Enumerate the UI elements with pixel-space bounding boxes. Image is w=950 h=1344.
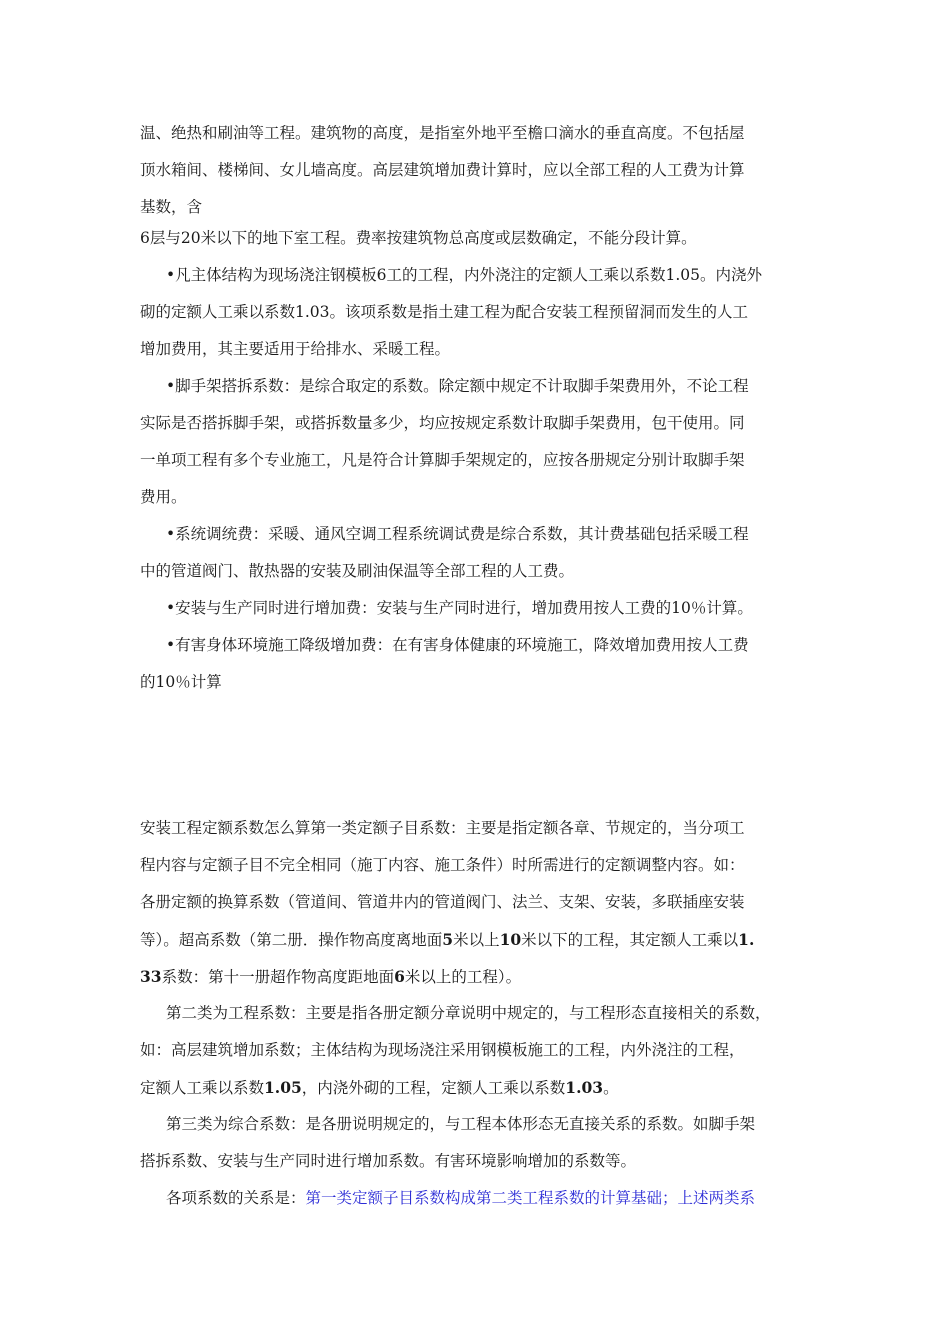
text-line xyxy=(140,995,830,1032)
text-line: •安装与生产同时进行增加费：安装与生产同时进行，增加费用按人工费的10％计算。 xyxy=(166,599,753,617)
text-run: 各项系数的关系是： xyxy=(166,1189,306,1207)
text-run: 程内容与定额子目不完全相同（施丁内容、施工条件）时所需进行的定额调整内容。如： xyxy=(140,856,745,874)
text-run: 系数：第十一册超作物高度距地面 xyxy=(161,968,395,986)
text-line xyxy=(140,1106,830,1143)
text-line xyxy=(140,1180,830,1217)
text-line: 一单项工程有多个专业施工，凡是符合计算脚手架规定的，应按各册规定分别计取脚手架 xyxy=(140,451,745,469)
text-run: 第三类为综合系数：是各册说明规定的，与工程本体形态无直接关系的系数。如脚手架 xyxy=(166,1115,756,1133)
text-line xyxy=(140,921,830,958)
text-line: 中的管道阀门、散热器的安装及刷油保温等全部工程的人工费。 xyxy=(140,562,575,580)
text-line xyxy=(140,810,830,847)
section-coefficient-categories xyxy=(140,810,830,1217)
text-run: 如：高层建筑增加系数；主体结构为现场浇注采用钢模板施工的工程，内外浇注的工程， xyxy=(140,1041,745,1059)
text-line xyxy=(140,884,830,921)
bold-number: 5 xyxy=(442,930,454,949)
text-line: 顶水箱间、楼梯间、女儿墙高度。高层建筑增加费计算时，应以全部工程的人工费为计算 xyxy=(140,161,745,179)
text-run: 搭拆系数、安装与生产同时进行增加系数。有害环境影响增加的系数等。 xyxy=(140,1152,637,1170)
text-run: 米以上的工程）。 xyxy=(404,968,522,986)
text-line: 基数，含 xyxy=(140,198,203,216)
bold-number: 10 xyxy=(499,930,522,949)
text-line xyxy=(140,1032,830,1069)
text-line: 砌的定额人工乘以系数1.03。该项系数是指土建工程为配合安装工程预留洞而发生的人工 xyxy=(140,303,749,321)
text-line: •脚手架搭拆系数：是综合取定的系数。除定额中规定不计取脚手架费用外，不论工程 xyxy=(166,377,749,395)
text-line xyxy=(140,1143,830,1180)
text-line: 的10％计算 xyxy=(140,673,222,691)
text-line: 6层与20米以下的地下室工程。费率按建筑物总高度或层数确定，不能分段计算。 xyxy=(140,229,697,247)
bold-number: 1.05 xyxy=(264,1078,302,1097)
text-line: 实际是否搭拆脚手架，或搭拆数量多少，均应按规定系数计取脚手架费用，包干使用。同 xyxy=(140,414,745,432)
text-run: 第二类为工程系数：主要是指各册定额分章说明中规定的，与工程形态直接相关的系数， xyxy=(166,1004,771,1022)
text-run: 安装工程定额系数怎么算第一类定额子目系数：主要是指定额各章、节规定的，当分项工 xyxy=(140,819,745,837)
text-line xyxy=(140,958,830,995)
bold-number: 6 xyxy=(394,967,405,986)
text-run: 各册定额的换算系数（管道间、管道井内的管道阀门、法兰、支架、安装，多联插座安装 xyxy=(140,893,745,911)
text-line: 费用。 xyxy=(140,488,187,506)
text-line: •有害身体环境施工降级增加费：在有害身体健康的环境施工，降效增加费用按人工费 xyxy=(166,636,749,654)
text-run: 等）。超高系数（第二册．操作物高度离地面 xyxy=(140,931,443,949)
text-run: ，内浇外砌的工程，定额人工乘以系数 xyxy=(301,1079,566,1097)
bold-number: 1.03 xyxy=(565,1078,604,1097)
text-run: 米以下的工程，其定额人工乘以 xyxy=(521,931,739,949)
bold-number: 33 xyxy=(140,967,162,986)
text-line: •凡主体结构为现场浇注钢模板6工的工程，内外浇注的定额人工乘以系数1.05。内浇外 xyxy=(166,266,763,284)
highlighted-text: 第一类定额子目系数构成第二类工程系数的计算基础；上述两类系 xyxy=(305,1189,756,1207)
text-line xyxy=(140,1069,830,1106)
text-line: 温、绝热和刷油等工程。建筑物的高度，是指室外地平至檐口滴水的垂直高度。不包括屋 xyxy=(140,124,745,142)
text-run: 。 xyxy=(603,1079,619,1097)
text-line xyxy=(140,847,830,884)
text-run: 定额人工乘以系数 xyxy=(140,1079,265,1097)
text-line: •系统调统费：采暖、通风空调工程系统调试费是综合系数，其计费基础包括采暖工程 xyxy=(166,525,749,543)
section-coefficient-notes xyxy=(140,115,830,701)
text-run: 米以上 xyxy=(453,931,500,949)
text-line: 增加费用，其主要适用于给排水、采暖工程。 xyxy=(140,340,451,358)
bold-number: 1. xyxy=(738,930,755,949)
